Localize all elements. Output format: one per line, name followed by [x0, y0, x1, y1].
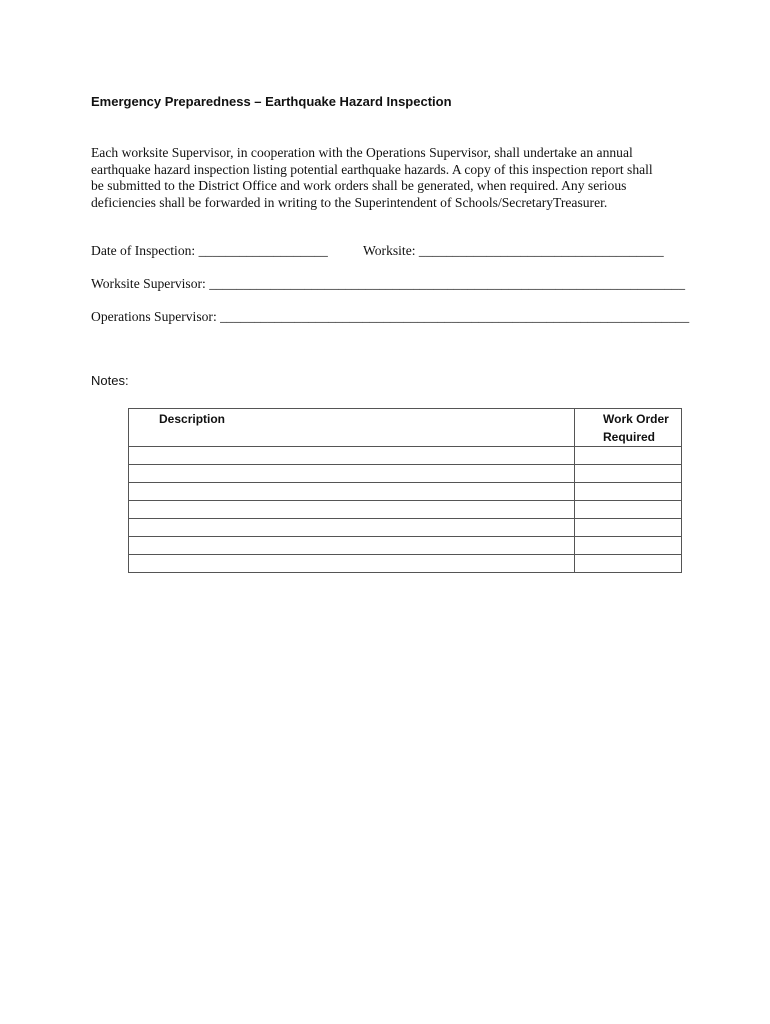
worksite-field[interactable]: [363, 243, 664, 259]
work-order-cell[interactable]: [575, 519, 682, 537]
work-order-header-line1: Work Order: [603, 412, 669, 426]
description-header: Description: [129, 409, 575, 447]
operations-supervisor-blank-tail: ______________________________________________________: [322, 309, 690, 324]
hazard-table: [128, 408, 682, 573]
worksite-supervisor-blank[interactable]: ___________: [229, 276, 305, 291]
intro-line: be submitted to the District Office and work orders shall be generated, when required. Any serious: [91, 178, 627, 193]
work-order-header: [575, 409, 682, 447]
intro-paragraph: [91, 145, 681, 211]
worksite-supervisor-blank-tail: ________________________________________________________: [304, 276, 685, 291]
work-order-cell[interactable]: [575, 537, 682, 555]
table-row: [129, 447, 682, 465]
intro-line: Each worksite Supervisor, in cooperation with the Operations Supervisor, shall undertake an annual: [91, 145, 633, 160]
operations-supervisor-label: Operations Supervisor: ___: [91, 309, 241, 324]
worksite-blank[interactable]: ____________________________________: [418, 243, 664, 258]
description-cell[interactable]: [129, 555, 575, 573]
operations-supervisor-blank[interactable]: ____________: [240, 309, 323, 324]
document-title: Emergency Preparedness – Earthquake Hazard Inspection: [91, 94, 452, 109]
table-row: [129, 501, 682, 519]
table-row: [129, 519, 682, 537]
description-cell[interactable]: [129, 447, 575, 465]
table-row: [129, 537, 682, 555]
date-of-inspection-label: Date of Inspection: _: [91, 243, 206, 258]
description-cell[interactable]: [129, 537, 575, 555]
description-cell[interactable]: [129, 483, 575, 501]
work-order-cell[interactable]: [575, 501, 682, 519]
description-cell[interactable]: [129, 501, 575, 519]
work-order-cell[interactable]: [575, 555, 682, 573]
date-of-inspection-blank-tail: __: [314, 243, 328, 258]
table-row: [129, 465, 682, 483]
description-cell[interactable]: [129, 465, 575, 483]
worksite-label: Worksite:: [363, 243, 419, 258]
worksite-supervisor-field[interactable]: [91, 276, 685, 292]
work-order-cell[interactable]: [575, 447, 682, 465]
work-order-cell[interactable]: [575, 483, 682, 501]
operations-supervisor-field[interactable]: [91, 309, 689, 325]
date-of-inspection-field[interactable]: [91, 243, 328, 259]
work-order-cell[interactable]: [575, 465, 682, 483]
description-cell[interactable]: [129, 519, 575, 537]
table-header-row: [129, 409, 682, 447]
intro-line: deficiencies shall be forwarded in writing to the Superintendent of Schools/SecretaryTreasurer.: [91, 194, 608, 210]
table-row: [129, 555, 682, 573]
work-order-header-line2: Required: [603, 430, 656, 444]
notes-label: Notes:: [91, 373, 129, 388]
intro-line: earthquake hazard inspection listing potential earthquake hazards. A copy of this inspection report shall: [91, 161, 653, 177]
date-of-inspection-blank[interactable]: ________________: [205, 243, 315, 258]
table-row: [129, 483, 682, 501]
worksite-supervisor-label: Worksite Supervisor: ___: [91, 276, 230, 291]
